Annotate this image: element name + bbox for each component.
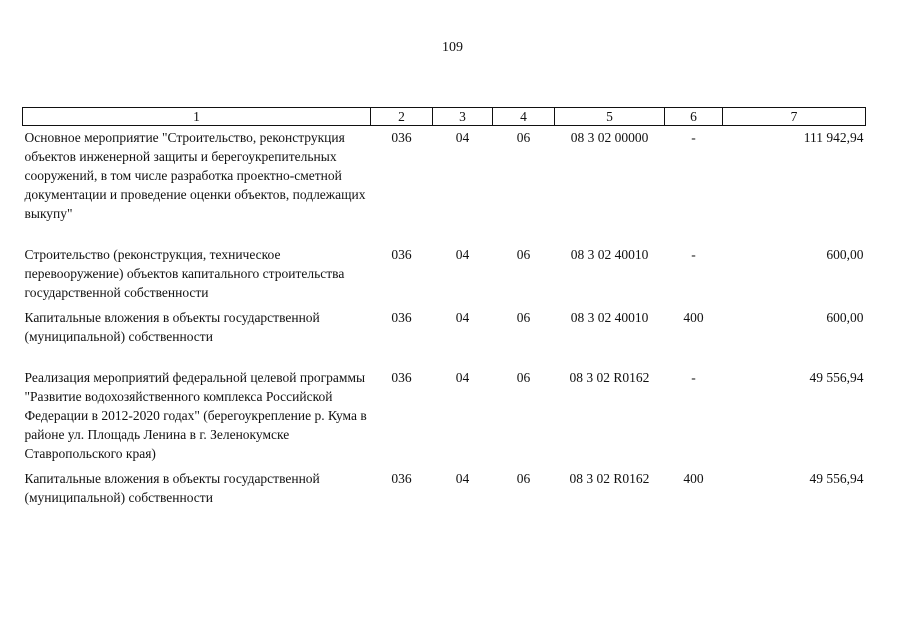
table-row — [23, 306, 866, 366]
row-code-5: 08 3 02 40010 — [570, 247, 649, 262]
row-code-4: 06 — [516, 247, 531, 262]
row-amount: 600,00 — [826, 247, 864, 262]
row-code-2: 036 — [391, 130, 412, 145]
table-row — [23, 366, 866, 467]
row-amount: 600,00 — [826, 310, 864, 325]
row-name: Реализация мероприятий федеральной целевой программы "Развитие водохозяйственного комплекса Российской Федерации в 2012-2020 годах" (берегоукрепление р. Кума в районе ул. Площадь Ленина в г. Зеленокумске Ставропольского края) — [24, 370, 367, 461]
table-header-row — [23, 108, 866, 126]
row-name: Основное мероприятие "Строительство, реконструкция объектов инженерной защиты и берегоукрепительных сооружений, в том числе разработка проектно-сметной документации и проведение оценки объектов, подлежащих выкупу" — [24, 130, 366, 221]
row-name: Капитальные вложения в объекты государственной (муниципальной) собственности — [24, 471, 320, 505]
table-row — [23, 243, 866, 306]
row-code-4: 06 — [516, 310, 531, 325]
row-code-5: 08 3 02 R0162 — [569, 471, 650, 486]
row-code-2: 036 — [391, 247, 412, 262]
row-code-3: 04 — [455, 130, 470, 145]
row-amount: 49 556,94 — [809, 370, 864, 385]
table-row — [23, 467, 866, 507]
row-code-4: 06 — [516, 471, 531, 486]
page-number: 109 — [442, 40, 463, 55]
column-header-1: 1 — [23, 108, 371, 126]
row-name: Строительство (реконструкция, техническое перевооружение) объектов капитального строительства государственной собственности — [24, 247, 345, 300]
row-code-6: - — [691, 130, 696, 145]
row-amount: 111 942,94 — [803, 130, 864, 145]
row-name: Капитальные вложения в объекты государственной (муниципальной) собственности — [24, 310, 320, 344]
row-code-3: 04 — [455, 370, 470, 385]
row-code-3: 04 — [455, 247, 470, 262]
row-code-6: - — [691, 247, 696, 262]
row-code-6: 400 — [683, 471, 704, 486]
row-code-2: 036 — [391, 370, 412, 385]
column-header-7: 7 — [723, 108, 866, 126]
row-code-3: 04 — [455, 310, 470, 325]
table-row — [23, 126, 866, 244]
row-code-6: 400 — [683, 310, 704, 325]
row-code-4: 06 — [516, 370, 531, 385]
row-code-5: 08 3 02 40010 — [570, 310, 649, 325]
row-code-6: - — [691, 370, 696, 385]
row-code-4: 06 — [516, 130, 531, 145]
row-amount: 49 556,94 — [809, 471, 864, 486]
budget-table — [22, 107, 866, 507]
column-header-4: 4 — [493, 108, 555, 126]
row-code-5: 08 3 02 R0162 — [569, 370, 650, 385]
column-header-6: 6 — [665, 108, 723, 126]
row-code-5: 08 3 02 00000 — [570, 130, 649, 145]
row-code-2: 036 — [391, 471, 412, 486]
column-header-5: 5 — [555, 108, 665, 126]
column-header-2: 2 — [371, 108, 433, 126]
row-code-3: 04 — [455, 471, 470, 486]
row-code-2: 036 — [391, 310, 412, 325]
column-header-3: 3 — [433, 108, 493, 126]
